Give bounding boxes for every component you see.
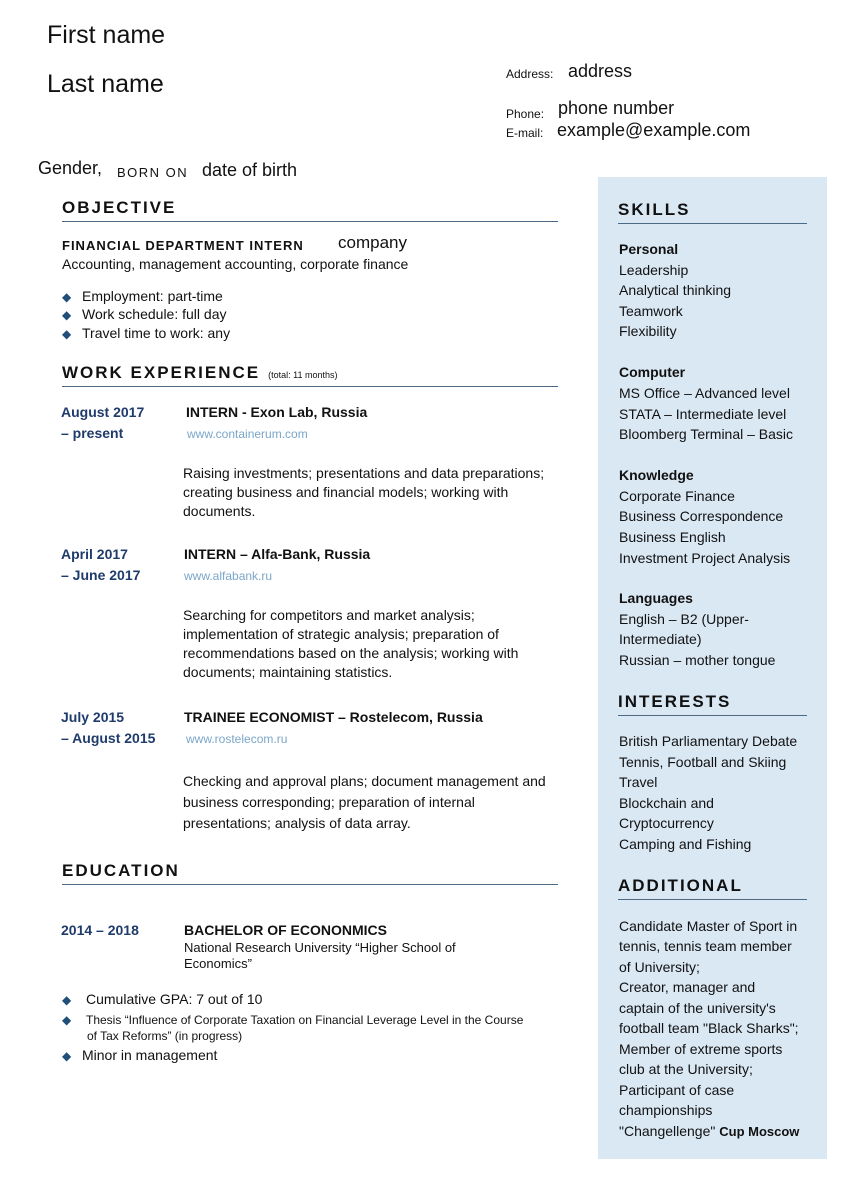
job-date-start: July 2015 [61,709,125,725]
skill-item: Bloomberg Terminal – Basic [619,426,794,442]
interest-item: British Parliamentary Debate [619,733,798,749]
skill-item: Business English [619,529,726,545]
additional-line: Candidate Master of Sport in [619,918,798,934]
skill-item: Flexibility [619,323,677,339]
skills-heading: SKILLS [618,200,807,224]
interest-item: Camping and Fishing [619,836,752,852]
additional-heading: ADDITIONAL [618,876,807,900]
skill-item: Teamwork [619,303,683,319]
job-link[interactable]: www.containerum.com [187,427,308,441]
additional-line: club at the University; [619,1061,753,1077]
job-description-line: documents. [183,503,256,519]
objective-bullet-text: Work schedule: full day [82,306,227,322]
job-description-line: Searching for competitors and market analysis; [183,607,475,623]
additional-line: tennis, tennis team member [619,938,792,954]
additional-line: Member of extreme sports [619,1041,783,1057]
education-university [184,940,456,972]
interests-heading: INTERESTS [618,692,807,716]
job-description-line: business corresponding; preparation of internal [183,794,475,810]
job-date-end: – August 2015 [61,730,156,746]
skill-item: Russian – mother tongue [619,652,776,668]
objective-bullet [62,306,226,322]
education-thesis-cont: of Tax Reforms” (in progress) [87,1029,243,1043]
skills-knowledge-title: Knowledge [619,467,694,483]
sidebar [598,177,827,1159]
job-title: TRAINEE ECONOMIST – Rostelecom, Russia [184,709,483,725]
interest-item: Travel [619,774,658,790]
interest-item: Blockchain and [619,795,714,811]
objective-position: FINANCIAL DEPARTMENT INTERN [62,238,304,253]
education-minor: Minor in management [82,1047,218,1063]
objective-company: company [338,233,407,252]
job-description [183,464,563,521]
job-title: INTERN – Alfa-Bank, Russia [184,546,371,562]
born-on-label: BORN ON [117,165,189,180]
address-value: address [568,61,633,81]
additional-line: Creator, manager and [619,979,756,995]
email-value: example@example.com [557,120,751,140]
skill-item: Corporate Finance [619,488,735,504]
job-description [183,606,563,682]
skill-item: Intermediate) [619,631,702,647]
work-experience-heading [62,363,558,387]
skills-personal-title: Personal [619,241,679,257]
work-heading-text: WORK EXPERIENCE [62,363,261,382]
additional-line: of University; [619,959,700,975]
additional-line: championships [619,1102,713,1118]
job-description-line: creating business and financial models; working with [183,484,509,500]
diamond-bullet-icon: ◆ [62,308,72,322]
email-label: E-mail: [506,126,544,140]
job-description-line: Checking and approval plans; document management and [183,773,546,789]
job-date-end: – present [61,425,124,441]
job-description-line: recommendations based on the analysis; working with [183,645,519,661]
education-degree: BACHELOR OF ECONONMICS [184,922,387,938]
objective-bullet [62,288,223,304]
job-date-start: April 2017 [61,546,128,562]
job-description-line: Raising investments; presentations and data preparations; [183,465,545,481]
skill-item: Investment Project Analysis [619,550,791,566]
job-date-end: – June 2017 [61,567,141,583]
address-label: Address: [506,67,554,81]
objective-areas: Accounting, management accounting, corporate finance [62,256,409,272]
diamond-bullet-icon: ◆ [62,1049,72,1063]
education-university-line: Economics” [184,956,252,971]
interest-item: Cryptocurrency [619,815,714,831]
skill-item: Business Correspondence [619,508,784,524]
education-heading-text: EDUCATION [62,861,180,880]
objective-bullet-text: Travel time to work: any [82,325,231,341]
skill-item: STATA – Intermediate level [619,406,787,422]
diamond-bullet-icon: ◆ [62,327,72,341]
additional-line-last [619,1123,819,1139]
job-date-start: August 2017 [61,404,145,420]
objective-bullet [62,325,230,341]
additional-changellenge: "Changellenge" [619,1123,716,1139]
skill-item: English – B2 (Upper- [619,611,749,627]
additional-line: Participant of case [619,1082,735,1098]
education-years: 2014 – 2018 [61,922,139,938]
objective-bullet-text: Employment: part-time [82,288,223,304]
skill-item: Analytical thinking [619,282,732,298]
job-link[interactable]: www.rostelecom.ru [186,732,288,746]
additional-line: football team "Black Sharks"; [619,1020,799,1036]
date-of-birth: date of birth [202,160,298,180]
diamond-bullet-icon: ◆ [62,290,72,304]
diamond-bullet-icon: ◆ [62,1013,72,1027]
job-title: INTERN - Exon Lab, Russia [186,404,368,420]
interest-item: Tennis, Football and Skiing [619,754,787,770]
diamond-bullet-icon: ◆ [62,993,72,1007]
skills-computer-title: Computer [619,364,686,380]
additional-cup-moscow: Cup Moscow [719,1124,800,1139]
education-heading [62,861,558,885]
job-description [183,771,563,834]
objective-heading [62,198,558,222]
education-bullet [62,1011,523,1029]
gender: Gender, [38,158,103,178]
job-link[interactable]: www.alfabank.ru [184,569,273,583]
job-description-line: documents; maintaining statistics. [183,664,393,680]
skill-item: MS Office – Advanced level [619,385,790,401]
job-description-line: presentations; analysis of data array. [183,815,411,831]
phone-value: phone number [558,98,675,118]
objective-heading-text: OBJECTIVE [62,198,177,217]
additional-line: captain of the university's [619,1000,776,1016]
skill-item: Leadership [619,262,689,278]
work-total: (total: 11 months) [268,370,338,380]
job-description-line: implementation of strategic analysis; preparation of [183,626,499,642]
first-name: First name [47,21,166,49]
skills-languages-title: Languages [619,590,693,606]
last-name: Last name [47,70,164,98]
education-university-line: National Research University “Higher School of [184,940,456,955]
education-bullet [62,1047,217,1063]
education-gpa: Cumulative GPA: 7 out of 10 [86,991,263,1007]
education-bullet [62,991,262,1007]
education-thesis: Thesis “Influence of Corporate Taxation on Financial Leverage Level in the Course [86,1013,524,1027]
phone-label: Phone: [506,107,545,121]
